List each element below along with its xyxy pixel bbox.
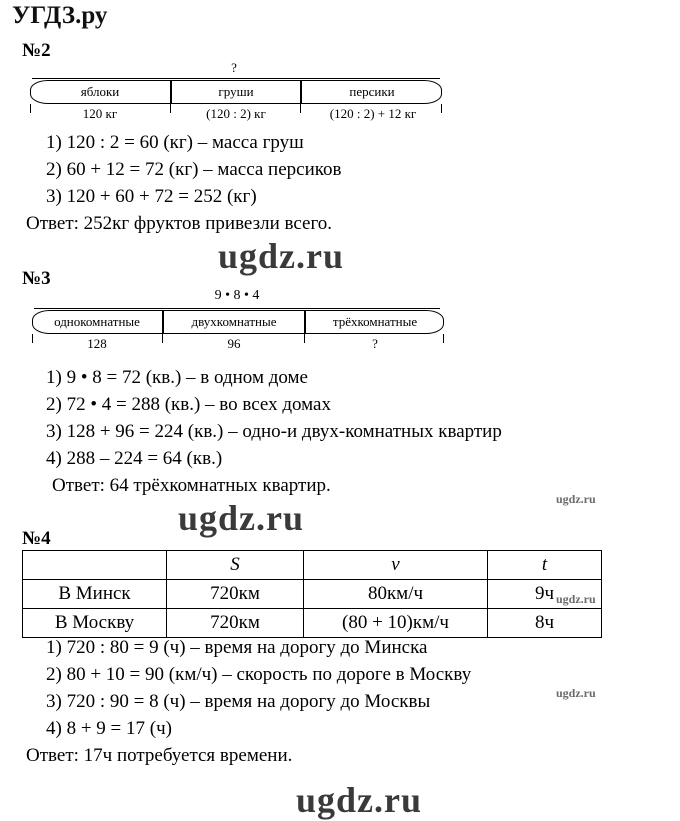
task-3-under-2: 96: [227, 336, 241, 351]
table-header-cell-t: t: [488, 551, 602, 580]
table-row: [23, 580, 602, 609]
table-row-0-cell-2: 80км/ч: [304, 580, 488, 609]
task-3-step-1: 1) 9 • 8 = 72 (кв.) – в одном доме: [46, 367, 308, 388]
table-row-0-cell-1: 720км: [167, 580, 304, 609]
watermark-4: ugdz.ru: [556, 592, 596, 606]
task-2-step-2: 2) 60 + 12 = 72 (кг) – масса персиков: [46, 159, 342, 180]
task-2-scheme: [22, 62, 452, 130]
task-3-cell-2: двухкомнатные: [191, 314, 277, 329]
table-header-cell-0: [23, 551, 167, 580]
task-2-under-1: 120 кг: [82, 106, 118, 121]
task-3-step-3: 3) 128 + 96 = 224 (кв.) – одно-и двух-комнатных квартир: [46, 421, 502, 442]
table-row-0-cell-3: 9ч: [488, 580, 602, 609]
task-3-under-1: 128: [87, 336, 107, 351]
watermark-2: ugdz.ru: [556, 492, 596, 506]
task-2-scheme-top-mark: ?: [231, 60, 237, 75]
task-2-under-2: (120 : 2) кг: [206, 106, 266, 121]
task-3-cell-1: однокомнатные: [54, 314, 140, 329]
table-row-1-cell-1: 720км: [167, 609, 304, 638]
task-2-step-3: 3) 120 + 60 + 72 = 252 (кг): [46, 186, 257, 207]
task-3-scheme: [22, 288, 462, 358]
task-3-step-2: 2) 72 • 4 = 288 (кв.) – во всех домах: [46, 394, 331, 415]
watermark-6: ugdz.ru: [296, 780, 423, 820]
table-row-0-cell-0: В Минск: [23, 580, 167, 609]
table-header-cell-s: S: [167, 551, 304, 580]
task-2-cell-1: яблоки: [80, 84, 120, 99]
task-2-under-3: (120 : 2) + 12 кг: [329, 106, 417, 121]
table-header-cell-v: v: [304, 551, 488, 580]
table-row-1-cell-0: В Москву: [23, 609, 167, 638]
table-row-1-cell-3: 8ч: [488, 609, 602, 638]
task-2-step-1: 1) 120 : 2 = 60 (кг) – масса груш: [46, 132, 304, 153]
task-4-number: №4: [22, 528, 51, 549]
task-4-answer: Ответ: 17ч потребуется времени.: [26, 745, 293, 766]
task-2-answer: Ответ: 252кг фруктов привезли всего.: [26, 213, 333, 234]
task-4-table: [22, 550, 602, 638]
task-3-number: №3: [22, 268, 51, 289]
task-2-number: №2: [22, 40, 51, 61]
task-4-step-3: 3) 720 : 90 = 8 (ч) – время на дорогу до Москвы: [46, 691, 431, 712]
watermark-1: ugdz.ru: [218, 236, 345, 276]
watermark-5: ugdz.ru: [556, 686, 596, 700]
table-row-1-cell-2: (80 + 10)км/ч: [304, 609, 488, 638]
table-row: [23, 609, 602, 638]
table-header-row: [23, 551, 602, 580]
site-logo: УГДЗ.ру: [12, 2, 108, 29]
task-3-step-4: 4) 288 – 224 = 64 (кв.): [46, 448, 223, 469]
task-3-cell-3: трёхкомнатные: [332, 314, 418, 329]
task-3-scheme-top-mark: 9 • 8 • 4: [214, 288, 260, 303]
task-4-step-2: 2) 80 + 10 = 90 (км/ч) – скорость по дороге в Москву: [46, 664, 472, 685]
watermark-3: ugdz.ru: [178, 498, 305, 538]
task-3-under-3: ?: [372, 336, 378, 351]
task-4-step-1: 1) 720 : 80 = 9 (ч) – время на дорогу до Минска: [46, 637, 428, 658]
task-2-cell-3: персики: [349, 84, 395, 99]
task-2-cell-2: груши: [218, 84, 254, 99]
task-3-answer: Ответ: 64 трёхкомнатных квартир.: [52, 475, 331, 496]
task-4-step-4: 4) 8 + 9 = 17 (ч): [46, 718, 172, 739]
